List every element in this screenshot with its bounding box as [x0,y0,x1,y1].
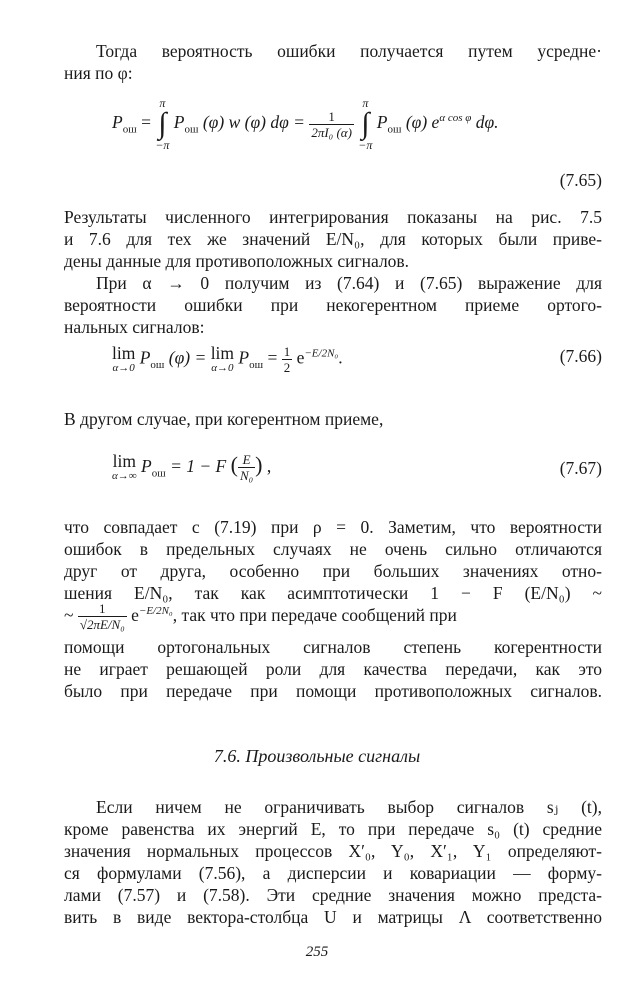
eq765-integrand2-rest: (φ) e [405,112,440,133]
para5-line-1: что совпадает с (7.19) при ρ = 0. Заметим, что вероятности [64,517,602,537]
para6-line-4: ся формулами (7.56), а дисперсии и ковариации — форму- [64,863,602,883]
asym-frac-num: 1 [78,601,127,617]
integral-2-upper: π [362,96,369,110]
eq767-lim-under: α→∞ [112,470,137,482]
eq766-lim1-word: lim [112,343,136,363]
eq766-lim-1 [112,344,135,374]
eq766-mid1-rest: (φ) = [168,347,207,368]
para6-line-6: вить в виде вектора-столбца U и матрицы Λ соответственно [64,907,602,927]
para5-line-3: друг от друга, особенно при больших значениях отно- [64,561,602,581]
eq767-lim [112,452,137,482]
eq766-lim-2 [211,344,234,374]
para5-line-6: не играет решающей роли для качества передачи, как это [64,659,602,679]
eq765-lhs: P [112,112,123,133]
equation-7-67: lim α→∞ $P_{ош} = 1 - F$ ( $\frac{E}{\text{N₀}}$ ) , [112,451,272,484]
eq767-frac-num: E [238,452,255,468]
eq765-frac-den: 2πI₀ (α) [311,124,352,140]
para3-line-1: При α → 0 получим из (7.64) и (7.65) выражение для [96,273,602,293]
asym-frac-den: √2πE/N₀ [79,617,125,633]
eq767-fraction [238,452,255,483]
eq766-exp-base: e [296,347,305,368]
eq766-frac-num: 1 [283,344,291,359]
integral-1-upper: π [159,96,166,110]
para2-line-1: Результаты численного интегрирования показаны на рис. 7.5 [64,207,602,227]
eq767-lim-word: lim [112,451,136,471]
section-title: 7.6. Произвольные сигналы [213,746,421,766]
para5-line-7: было при передаче при помощи противоположных сигналов. [64,681,602,701]
para3-line-2: вероятности ошибки при некогерентном приеме ортого- [64,295,602,315]
asym-exp-base: e [131,604,139,625]
para6-line-1: Если ничем не ограничивать выбор сигналов sⱼ (t), [96,797,602,817]
eq767-mid-sub: ош [151,467,166,480]
eq766-tail: . [338,347,343,368]
para5-line-5: помощи ортогональных сигналов степень когерентности [64,637,602,657]
eq766-lim1-under: α→0 [112,362,135,374]
eq766-lim2-word: lim [210,343,235,363]
eq766-frac-den: 2 [283,360,291,375]
eq767-mid: P [141,456,152,476]
eq765-integrand2: P [376,112,388,133]
eq765-exp: α cos φ [439,112,472,125]
para4-line: В другом случае, при когерентном приеме, [64,409,384,429]
eq766-mid1: P [139,347,151,368]
integral-1-lower: −π [155,138,170,152]
eq767-mid-rest: = 1 − F [170,456,227,476]
integral-2-lower: −π [358,138,373,152]
eq765-fraction [309,109,354,140]
eq766-number: (7.66) [559,346,602,366]
equation-7-66 [112,344,343,375]
eq766-mid1-sub: ош [150,359,165,372]
eq765-integrand1-sub: ош [184,123,199,136]
para5-asymptotic-line [64,600,602,632]
eq766-mid2: P [238,347,250,368]
eq765-integrand1: P [173,112,185,133]
eq766-mid2-rest: = [267,347,278,368]
para6-line-3: значения нормальных процессов X′₀, Y₀, X′₁, Y₁ определяют- [64,841,602,861]
equation-7-65: $P_{ош}$ = π ∫ −π $P_{ош}$ (φ) w (φ) dφ = $\frac{1}{\text{2πI₀ (α)}}$ π ∫ −π $P_{ош}$ (φ) $e^{\alpha cos \varphi}$ dφ. [112,96,499,152]
asym-tail: , так что при передаче сообщений при [172,604,457,625]
eq767-number: (7.67) [559,458,602,478]
eq765-lhs-sub: ош [122,123,137,136]
page-number: 255 [305,944,329,960]
asym-prefix: ~ [64,604,74,625]
integral-sign-1: π ∫ −π [155,96,170,152]
eq765-tail: dφ. [475,112,499,133]
para5-line-4: шения E/N₀, так как асимптотически 1 − F (E/N₀) ~ [64,583,602,603]
integral-sign-2: π ∫ −π [358,96,373,152]
para1-line-2: ния по φ: [64,63,133,83]
eq765-number: (7.65) [559,170,602,190]
eq765-integrand1-rest: (φ) w (φ) dφ = [202,112,305,133]
para1-line-1: Тогда вероятность ошибки получается путем усредне· [96,41,602,61]
para5-line-2: ошибок в предельных случаях не очень сильно отличаются [64,539,602,559]
eq766-fraction [282,344,293,375]
eq767-frac-den: N₀ [239,468,254,484]
asym-exp: −E/2N₀ [138,605,173,617]
asym-fraction [78,601,127,632]
para3-line-3: нальных сигналов: [64,317,205,337]
para2-line-3: дены данные для противоположных сигналов. [64,251,410,271]
para2-line-2: и 7.6 для тех же значений E/N₀, для которых были приве- [64,229,602,249]
eq766-exp: −E/2N₀ [304,347,339,360]
para6-line-2: кроме равенства их энергий E, то при передаче s₀ (t) средние [64,819,602,839]
eq765-integrand2-sub: ош [387,123,402,136]
para6-line-5: лами (7.57) и (7.58). Эти средние значения можно предста- [64,885,602,905]
eq767-tail: , [266,456,272,476]
eq765-frac-num: 1 [309,109,354,125]
eq766-lim2-under: α→0 [211,362,234,374]
eq766-mid2-sub: ош [249,359,264,372]
